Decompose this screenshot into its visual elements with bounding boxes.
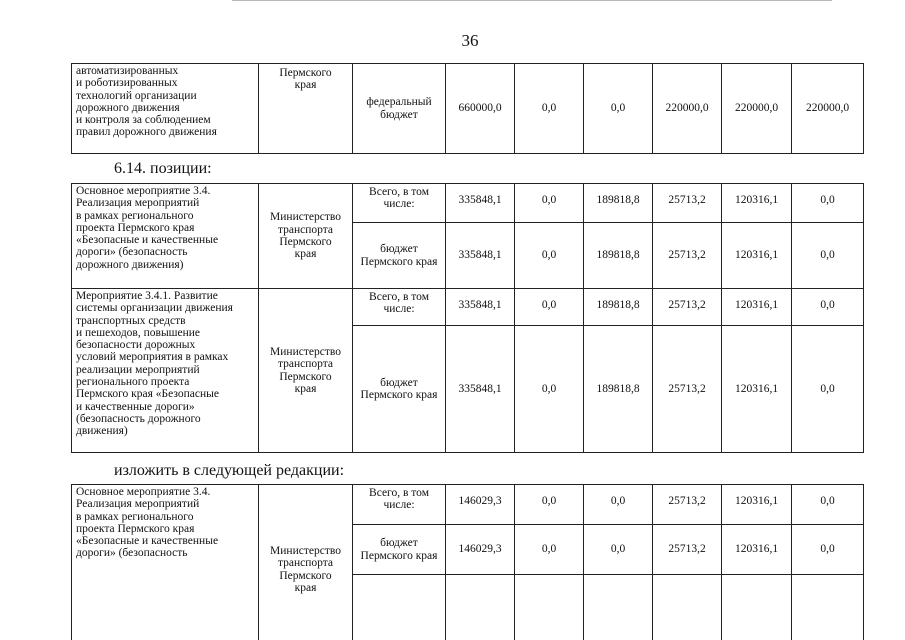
amount-year-2: 0,0 [584,525,653,575]
funding-source-cell: бюджет Пермского края [353,525,446,575]
amount-year-1: 0,0 [515,485,584,525]
amount-year-5: 220000,0 [792,64,864,154]
amount-year-2: 189818,8 [584,289,653,326]
amount-year-5: 0,0 [792,485,864,525]
event-description: Основное мероприятие 3.4. Реализация мероприятий в рамках регионального проекта Пермского края «Безопасные и качественные дороги» (безопасность [72,485,259,640]
amount-year-3: 25713,2 [653,184,722,223]
event-description: автоматизированных и роботизированных технологий организации дорожного движения и контроля за соблюдением правил дорожного движения [72,64,259,154]
executor-cell: Министерство транспорта Пермского края [259,289,353,453]
amount-year-4: 120316,1 [722,184,792,223]
table-positions [71,183,864,453]
amount-year-2: 0,0 [584,64,653,154]
amount-year-4: 120316,1 [722,223,792,289]
amount-year-1: 0,0 [515,184,584,223]
table-row [72,289,864,326]
page-number: 36 [461,31,479,50]
amount-year-3: 25713,2 [653,289,722,326]
amount-year-1: 0,0 [515,326,584,453]
funding-source-cell: бюджет Пермского края [353,223,446,289]
amount-year-1: 0,0 [515,223,584,289]
executor-cell: Пермского края [259,64,353,154]
amount-year-3: 220000,0 [653,64,722,154]
amount-year-2: 0,0 [584,485,653,525]
amount-year-5: 0,0 [792,525,864,575]
amount-total: 335848,1 [446,289,515,326]
amount-total: 335848,1 [446,184,515,223]
event-description: Мероприятие 3.4.1. Развитие системы организации движения транспортных средств и пешеходов, повышение безопасности дорожных условий мероприятия в рамках реализации мероприятий регионального проекта Пермского края «Безопасные и качественные дороги» (безопасность дорожного движения) [72,289,259,453]
funding-source-cell: федеральный бюджет [353,64,446,154]
amount-year-5: 0,0 [792,289,864,326]
amount-year-3: 25713,2 [653,223,722,289]
executor-cell: Министерство транспорта Пермского края [259,184,353,289]
table-row [72,184,864,223]
table-new-edition [71,484,864,640]
amount-total: 660000,0 [446,64,515,154]
amount-year-5: 0,0 [792,326,864,453]
amount-year-4: 120316,1 [722,326,792,453]
amount-year-1: 0,0 [515,64,584,154]
amount-year-3: 25713,2 [653,485,722,525]
amount-total: 335848,1 [446,326,515,453]
amount-year-4: 220000,0 [722,64,792,154]
amount-year-2: 189818,8 [584,184,653,223]
amount-year-1: 0,0 [515,525,584,575]
table-new-edition-clip [71,484,871,640]
funding-source-cell: Всего, в том числе: [353,289,446,326]
amount-year-1: 0,0 [515,289,584,326]
funding-source-cell: бюджет Пермского края [353,326,446,453]
event-description: Основное мероприятие 3.4. Реализация мероприятий в рамках регионального проекта Пермского края «Безопасные и качественные дороги» (безопасность дорожного движения) [72,184,259,289]
amount-year-3: 25713,2 [653,525,722,575]
executor-cell: Министерство транспорта Пермского края [259,485,353,640]
top-border-line [232,0,832,1]
amount-year-5: 0,0 [792,184,864,223]
amount-year-3: 25713,2 [653,326,722,453]
amount-total: 335848,1 [446,223,515,289]
section-heading-positions: 6.14. позиции: [114,160,212,177]
amount-year-4: 120316,1 [722,289,792,326]
amount-total: 146029,3 [446,485,515,525]
table-row [72,485,864,525]
amount-year-5: 0,0 [792,223,864,289]
funding-source-cell: Всего, в том числе: [353,184,446,223]
funding-source-cell: Всего, в том числе: [353,485,446,525]
section-heading-new-edition: изложить в следующей редакции: [114,462,345,479]
table-row [72,64,864,154]
amount-year-2: 189818,8 [584,223,653,289]
amount-year-4: 120316,1 [722,485,792,525]
amount-total: 146029,3 [446,525,515,575]
table-previous-position [71,63,864,154]
amount-year-4: 120316,1 [722,525,792,575]
amount-year-2: 189818,8 [584,326,653,453]
